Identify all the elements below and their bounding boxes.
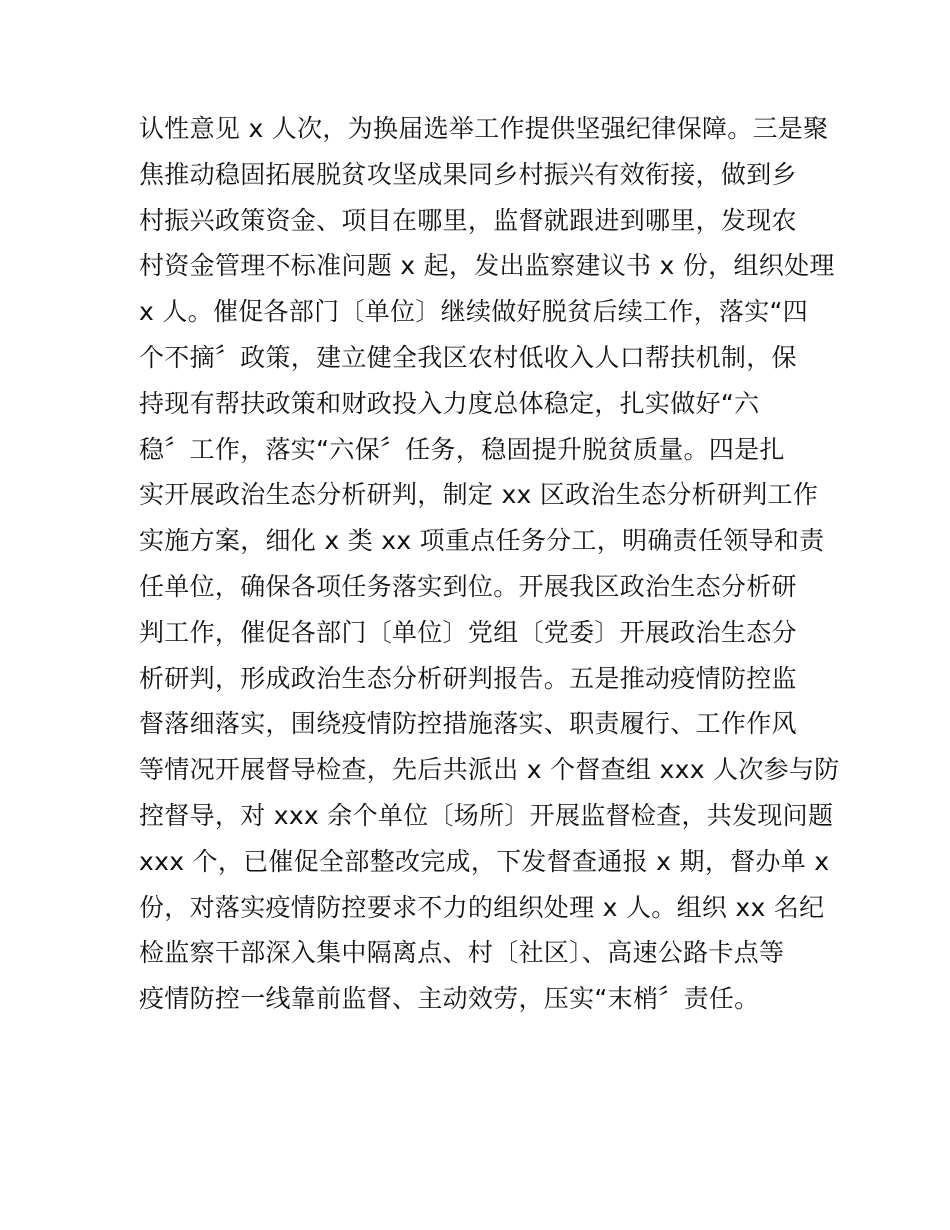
text-line: 实施方案，细化 x 类 xx 项重点任务分工，明确责任领导和责 bbox=[139, 526, 825, 556]
text-line: 村振兴政策资金、项目在哪里，监督就跟进到哪里，发现农 bbox=[139, 205, 797, 235]
text-line: 判工作，催促各部门〔单位〕党组〔党委〕开展政治生态分 bbox=[139, 617, 797, 647]
text-line: 村资金管理不标准问题 x 起，发出监察建议书 x 份，组织处理 bbox=[139, 251, 835, 281]
document-body-text bbox=[139, 106, 840, 1022]
text-line: 份，对落实疫情防控要求不力的组织处理 x 人。组织 xx 名纪 bbox=[139, 892, 825, 922]
text-line: 任单位，确保各项任务落实到位。开展我区政治生态分析研 bbox=[139, 571, 797, 601]
text-line: 等情况开展督导检查，先后共派出 x 个督查组 xxx 人次参与防 bbox=[139, 755, 840, 785]
text-line: 实开展政治生态分析研判，制定 xx 区政治生态分析研判工作 bbox=[139, 480, 819, 510]
text-line: 认性意见 x 人次，为换届选举工作提供坚强纪律保障。三是聚 bbox=[139, 114, 829, 143]
text-line: 持现有帮扶政策和财政投入力度总体稳定，扎实做好“六 bbox=[139, 388, 760, 418]
text-line: xxx 个，已催促全部整改完成，下发督查通报 x 期，督办单 x bbox=[139, 846, 830, 876]
text-line: 个不摘〞政策，建立健全我区农村低收入人口帮扶机制，保 bbox=[139, 342, 797, 372]
text-line: 焦推动稳固拓展脱贫攻坚成果同乡村振兴有效衔接，做到乡 bbox=[139, 159, 797, 189]
text-line: 督落细落实，围绕疫情防控措施落实、职责履行、工作作风 bbox=[139, 709, 797, 739]
text-line: 控督导，对 xxx 余个单位〔场所〕开展监督检查，共发现问题 bbox=[139, 800, 834, 830]
text-line: 检监察干部深入集中隔离点、村〔社区〕、高速公路卡点等 bbox=[139, 938, 785, 968]
text-line: 析研判，形成政治生态分析研判报告。五是推动疫情防控监 bbox=[139, 663, 797, 693]
text-line: x 人。催促各部门〔单位〕继续做好脱贫后续工作，落实“四 bbox=[139, 297, 809, 327]
text-line: 疫情防控一线靠前监督、主动效劳，压实“末梢〞责任。 bbox=[139, 984, 760, 1014]
text-line: 稳〞工作，落实“六保〞任务，稳固提升脱贫质量。四是扎 bbox=[139, 434, 785, 464]
